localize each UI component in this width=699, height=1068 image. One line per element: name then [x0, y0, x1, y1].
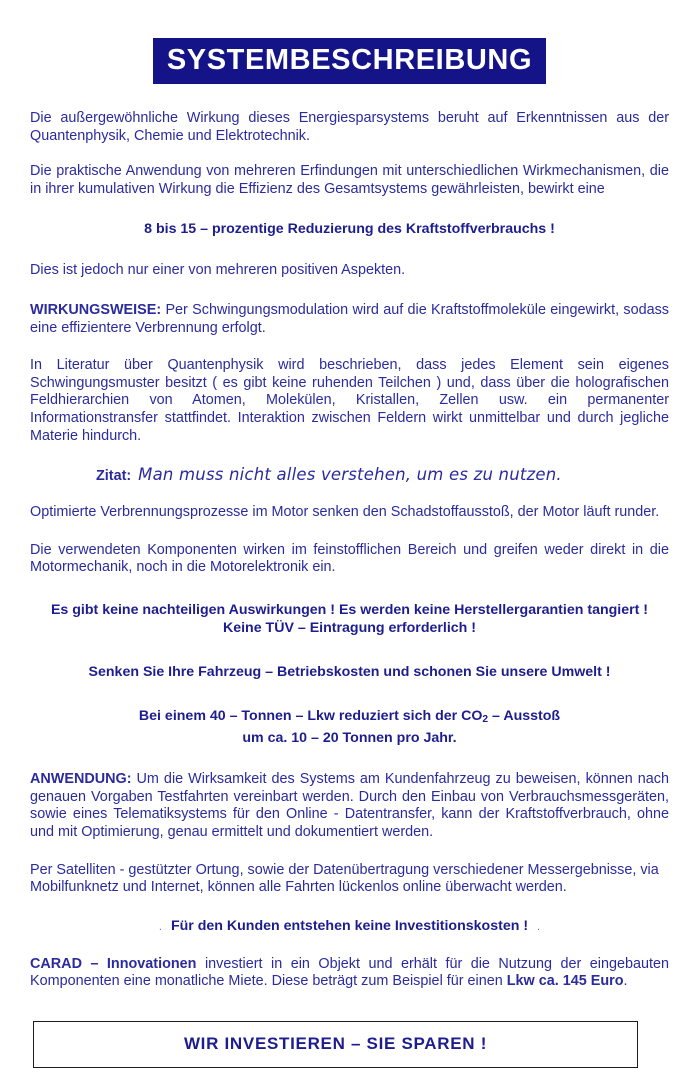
- anwendung-text: Um die Wirksamkeit des Systems am Kundenfahrzeug zu beweisen, können nach genauen Vorgaben Testfahrten vereinbart werden. Durch den Einbau von Verbrauchsmessgeräten, sowie eines Telematiksystems für den Online - Datentransfer, kann der Kraftstoffverbrauch, ohne und mit Optimierung, genau ermittelt und dokumentiert werden.: [30, 771, 669, 840]
- decorative-dot-left: .: [158, 920, 162, 933]
- no-investment-costs-line: [30, 917, 669, 936]
- intro-paragraph: Die außergewöhnliche Wirkung dieses Energiesparsystems beruht auf Erkenntnissen aus der Quantenphysik, Chemie und Elektrotechnik.: [30, 110, 669, 144]
- combustion-paragraph: Optimierte Verbrennungsprozesse im Motor senken den Schadstoffausstoß, der Motor läuft runder.: [30, 504, 660, 521]
- co2-line-prefix: Bei einem 40 – Tonnen – Lkw reduziert sich der CO: [138, 707, 483, 724]
- reduction-headline: 8 bis 15 – prozentige Reduzierung des Kraftstoffverbrauchs !: [144, 221, 555, 238]
- components-paragraph: Die verwendeten Komponenten wirken im feinstofflichen Bereich und greifen weder direkt in die Motormechanik, noch in die Motorelektronik ein.: [30, 541, 669, 576]
- wirkungsweise-label: WIRKUNGSWEISE:: [30, 301, 162, 318]
- carad-paragraph: [30, 956, 669, 991]
- no-disadvantages-line-1: Es gibt keine nachteiligen Auswirkungen ! Es werden keine Herstellergarantien tangiert !: [50, 601, 649, 618]
- footer-slogan-text: WIR INVESTIEREN – SIE SPAREN !: [183, 1034, 488, 1054]
- wirkungsweise-text: Per Schwingungsmodulation wird auf die Kraftstoffmoleküle eingewirkt, sodass eine effizientere Verbrennung erfolgt.: [30, 301, 669, 336]
- co2-line-suffix: – Ausstoß: [488, 707, 561, 724]
- carad-company-label: CARAD – Innovationen: [30, 955, 197, 972]
- quote-line: [30, 465, 669, 486]
- no-investment-costs-text: Für den Kunden entstehen keine Investitionskosten !: [170, 917, 529, 934]
- anwendung-paragraph: [30, 771, 669, 841]
- wirkungsweise-paragraph: [30, 302, 669, 337]
- positive-aspects-line: Dies ist jedoch nur einer von mehreren positiven Aspekten.: [30, 262, 406, 279]
- footer-slogan-box: [33, 1021, 638, 1068]
- anwendung-label: ANWENDUNG:: [30, 771, 132, 788]
- operating-costs-savings-line: Senken Sie Ihre Fahrzeug – Betriebskosten und schonen Sie unsere Umwelt !: [88, 663, 611, 680]
- satellite-tracking-paragraph: Per Satelliten - gestützter Ortung, sowie der Datenübertragung verschiedener Messergebnisse, via Mobilfunknetz und Internet, können alle Fahrten lückenlos online überwacht werden.: [30, 861, 659, 896]
- quote-text: Man muss nicht alles verstehen, um es zu nutzen.: [138, 465, 562, 485]
- decorative-dot-right: .: [537, 920, 541, 933]
- no-disadvantages-line-2: Keine TÜV – Eintragung erforderlich !: [222, 619, 477, 636]
- co2-reduction-line-2: um ca. 10 – 20 Tonnen pro Jahr.: [242, 730, 457, 747]
- carad-price: Lkw ca. 145 Euro: [506, 973, 624, 990]
- literature-paragraph: In Literatur über Quantenphysik wird beschrieben, dass jedes Element sein eigenes Schwingungsmuster besitzt ( es gibt keine ruhenden Teilchen ) und, dass über die holografischen Feldhierarchien von Atomen, Molekülen, Kristallen, Zellen usw. ein permanenter Informationstransfer stattfindet. Interaktion zwischen Feldern wirkt unmittelbar und durch jegliche Materie hindurch.: [30, 357, 669, 444]
- co2-reduction-line-1: [30, 707, 669, 729]
- carad-text-middle: investiert in ein Objekt und erhält für die Nutzung der eingebauten Komponenten eine monatliche Miete. Diese beträgt zum Beispiel für einen: [30, 955, 669, 990]
- practical-application-paragraph: Die praktische Anwendung von mehreren Erfindungen mit unterschiedlichen Wirkmechanismen, die in ihrer kumulativen Wirkung die Effizienz des Gesamtsystems gewährleisten, bewirkt eine: [30, 163, 669, 197]
- page-title: SYSTEMBESCHREIBUNG: [153, 38, 546, 84]
- quote-label: Zitat:: [96, 468, 132, 485]
- title-banner-container: [30, 0, 669, 84]
- co2-subscript: 2: [482, 714, 489, 726]
- carad-text-end: .: [623, 973, 628, 990]
